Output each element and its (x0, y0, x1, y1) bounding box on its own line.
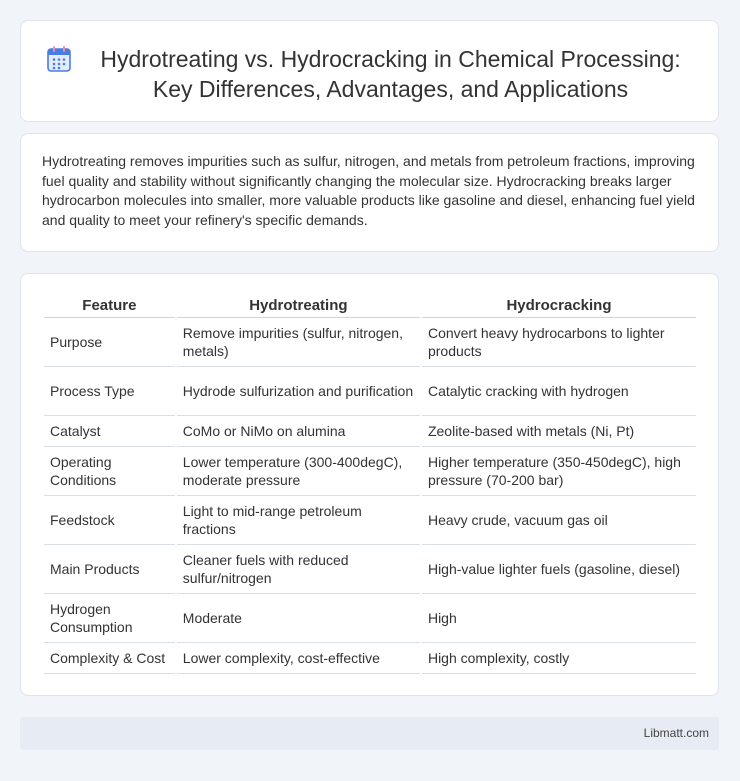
comparison-card (20, 273, 719, 696)
hydrotreating-cell: Hydrode sulfurization and purification (177, 367, 420, 416)
hydrotreating-cell: Moderate (177, 594, 420, 643)
hydrocracking-cell: Zeolite-based with metals (Ni, Pt) (422, 416, 696, 447)
hydrocracking-cell: High complexity, costly (422, 643, 696, 674)
feature-cell: Hydrogen Consumption (44, 594, 175, 643)
title-card (20, 20, 719, 122)
title-row (41, 44, 700, 104)
hydrotreating-cell: CoMo or NiMo on alumina (177, 416, 420, 447)
table-row (44, 416, 696, 447)
page-title: Hydrotreating vs. Hydrocracking in Chemical Processing: Key Differences, Advantages, and Applications (100, 46, 681, 102)
hydrocracking-cell: High (422, 594, 696, 643)
hydrotreating-cell: Lower temperature (300-400degC), moderate pressure (177, 447, 420, 496)
feature-cell: Feedstock (44, 496, 175, 545)
intro-paragraph: Hydrotreating removes impurities such as sulfur, nitrogen, and metals from petroleum fractions, improving fuel quality and stability without significantly changing the molecular size. Hydrocracking breaks larger hydrocarbon molecules into smaller, more valuable products like gasoline and diesel, enhancing fuel yield and quality to meet your refinery's specific demands. (42, 153, 695, 228)
feature-cell: Complexity & Cost (44, 643, 175, 674)
hydrotreating-cell: Light to mid-range petroleum fractions (177, 496, 420, 545)
header-feature: Feature (44, 296, 175, 318)
hydrocracking-cell: Convert heavy hydrocarbons to lighter products (422, 318, 696, 367)
comparison-table (42, 296, 698, 674)
table-row (44, 643, 696, 674)
hydrocracking-cell: Heavy crude, vacuum gas oil (422, 496, 696, 545)
table-row (44, 545, 696, 594)
hydrotreating-cell: Cleaner fuels with reduced sulfur/nitrogen (177, 545, 420, 594)
header-hydrocracking: Hydrocracking (422, 296, 696, 318)
header-hydrotreating: Hydrotreating (177, 296, 420, 318)
intro-card (20, 133, 719, 252)
table-row (44, 367, 696, 416)
hydrotreating-cell: Remove impurities (sulfur, nitrogen, metals) (177, 318, 420, 367)
footer-site-link[interactable]: Libmatt.com (643, 726, 709, 740)
table-row (44, 447, 696, 496)
hydrocracking-cell: Higher temperature (350-450degC), high pressure (70-200 bar) (422, 447, 696, 496)
feature-cell: Process Type (44, 367, 175, 416)
table-row (44, 594, 696, 643)
hydrotreating-cell: Lower complexity, cost-effective (177, 643, 420, 674)
feature-cell: Catalyst (44, 416, 175, 447)
table-row (44, 318, 696, 367)
hydrocracking-cell: High-value lighter fuels (gasoline, diesel) (422, 545, 696, 594)
feature-cell: Main Products (44, 545, 175, 594)
footer-bar (20, 717, 719, 750)
feature-cell: Operating Conditions (44, 447, 175, 496)
feature-cell: Purpose (44, 318, 175, 367)
table-header-row (44, 296, 696, 318)
calendar-icon (45, 46, 75, 74)
hydrocracking-cell: Catalytic cracking with hydrogen (422, 367, 696, 416)
table-row (44, 496, 696, 545)
